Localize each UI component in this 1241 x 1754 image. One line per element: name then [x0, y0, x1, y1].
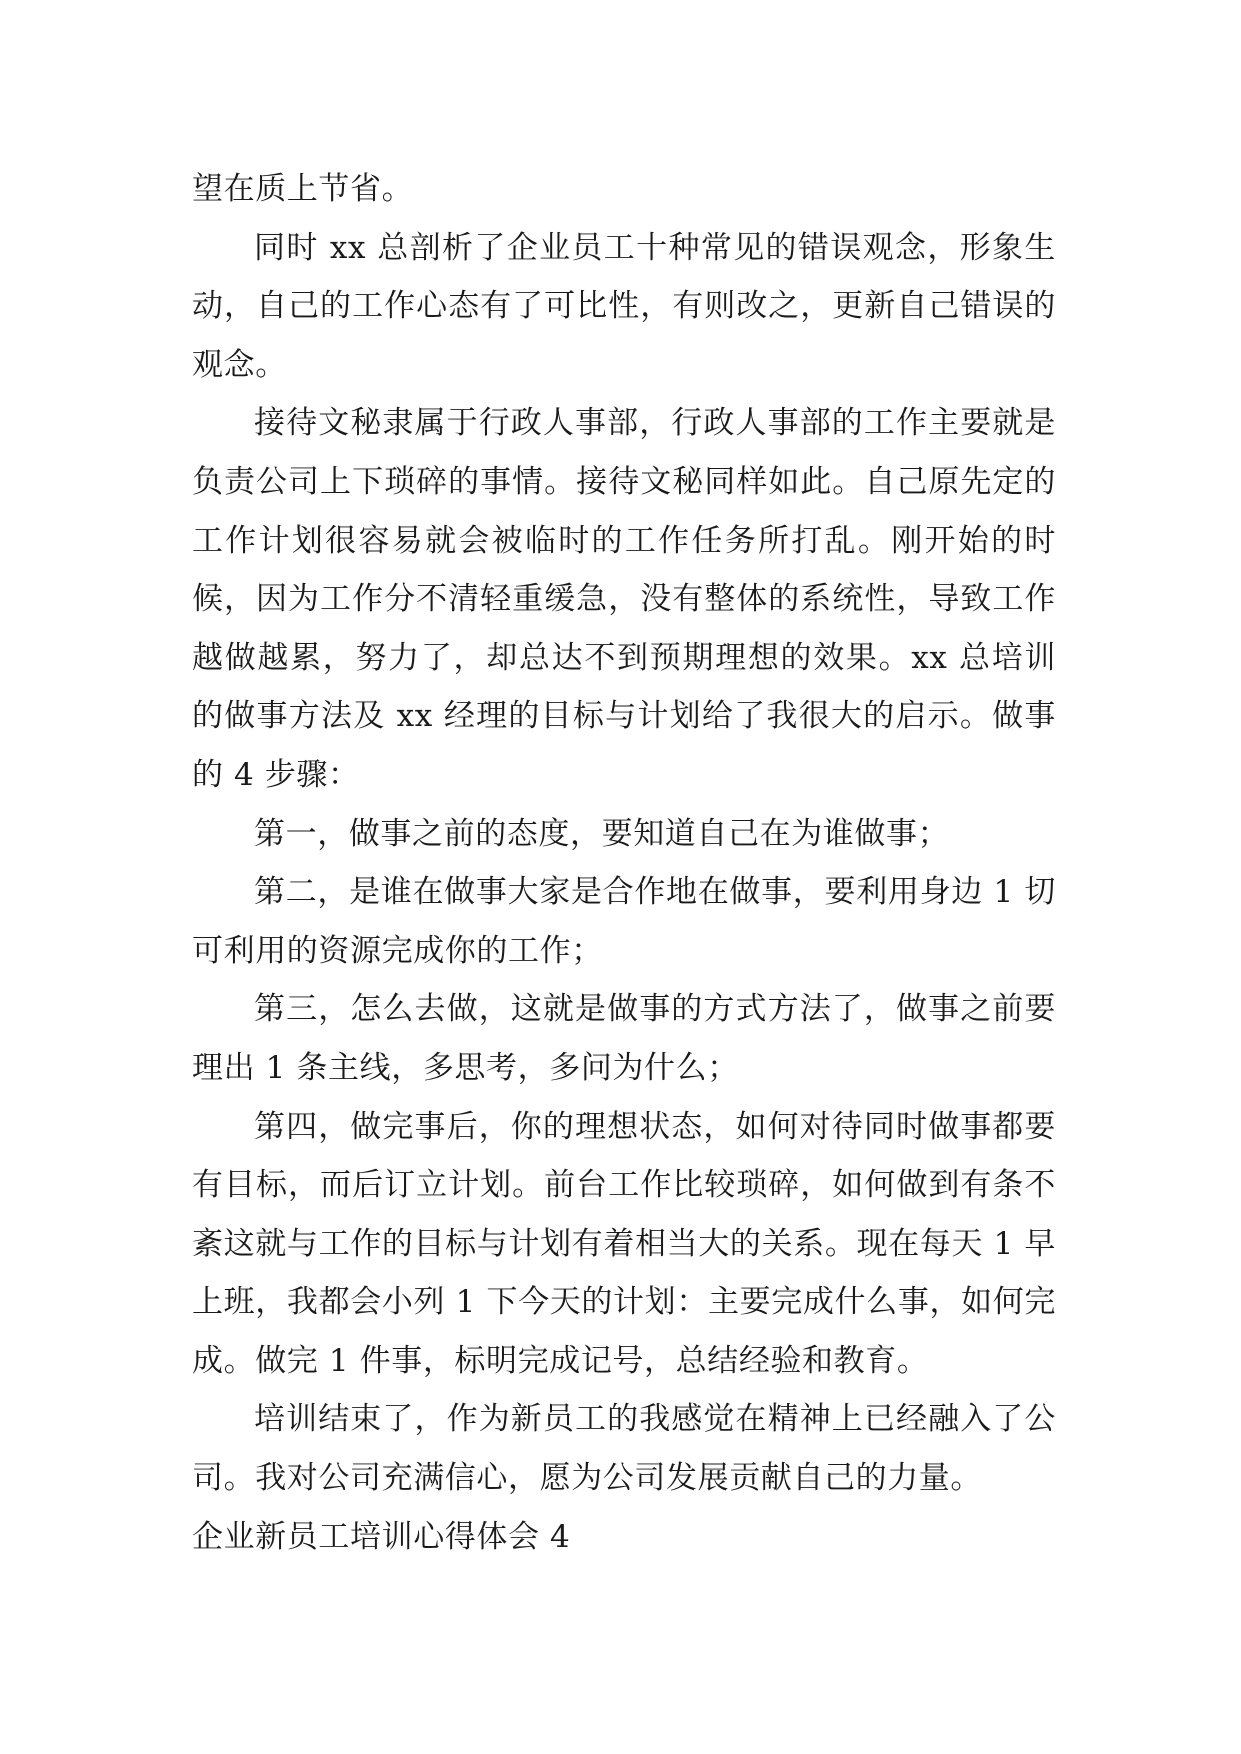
paragraph-step-3: 第三，怎么去做，这就是做事的方式方法了，做事之前要理出 1 条主线，多思考，多问为什么；	[192, 991, 1056, 1086]
document-page	[192, 160, 1056, 1566]
paragraph-step-1: 第一，做事之前的态度，要知道自己在为谁做事；	[254, 815, 950, 852]
paragraph-2: 同时 xx 总剖析了企业员工十种常见的错误观念，形象生动，自己的工作心态有了可比性，有则改之，更新自己错误的观念。	[192, 229, 1056, 383]
paragraph-step-4: 第四，做完事后，你的理想状态，如何对待同时做事都要有目标，而后订立计划。前台工作比较琐碎，如何做到有条不紊这就与工作的目标与计划有着相当大的关系。现在每天 1 早上班，我都会小列 1 下今天的计划：主要完成什么事，如何完成。做完 1 件事，标明完成记号，总结经验和教育。	[192, 1108, 1056, 1379]
paragraph-step-2: 第二，是谁在做事大家是合作地在做事，要利用身边 1 切可利用的资源完成你的工作；	[192, 874, 1056, 969]
paragraph-conclusion: 培训结束了，作为新员工的我感觉在精神上已经融入了公司。我对公司充满信心，愿为公司发展贡献自己的力量。	[192, 1401, 1056, 1497]
section-heading: 企业新员工培训心得体会 4	[192, 1518, 571, 1555]
paragraph-1: 望在质上节省。	[192, 171, 414, 207]
paragraph-3: 接待文秘隶属于行政人事部，行政人事部的工作主要就是负责公司上下琐碎的事情。接待文秘同样如此。自己原先定的工作计划很容易就会被临时的工作任务所打乱。刚开始的时候，因为工作分不清轻重缓急，没有整体的系统性，导致工作越做越累，努力了，却总达不到预期理想的效果。xx 总培训的做事方法及 xx 经理的目标与计划给了我很大的启示。做事的 4 步骤：	[192, 405, 1056, 793]
